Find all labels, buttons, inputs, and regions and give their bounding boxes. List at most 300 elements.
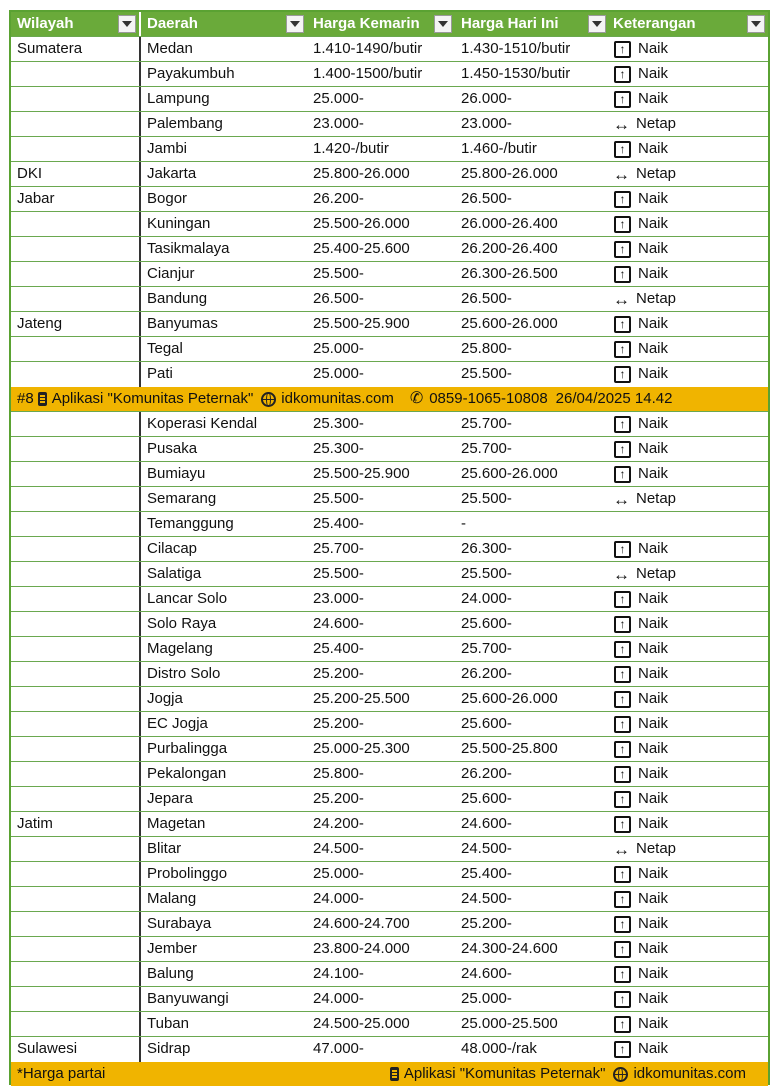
cell-keterangan[interactable]	[609, 812, 768, 836]
cell-daerah[interactable]: Surabaya	[147, 915, 212, 932]
table-row	[11, 537, 768, 562]
cell-harga-hari-ini[interactable]: 24.500-	[461, 840, 512, 857]
arrow-up-icon: ↑	[614, 266, 631, 283]
cell-harga-hari-ini[interactable]: 24.600-	[461, 815, 512, 832]
cell-harga-kemarin[interactable]: 25.200-25.500	[313, 690, 410, 707]
cell-harga-kemarin[interactable]: 25.300-	[313, 440, 364, 457]
cell-daerah[interactable]: Kuningan	[147, 215, 211, 232]
status-label: Naik	[638, 940, 669, 957]
cell-harga-hari-ini[interactable]: 26.000-26.400	[461, 215, 558, 232]
cell-wilayah[interactable]	[11, 737, 141, 761]
cell-harga-kemarin[interactable]: 25.500-	[313, 565, 364, 582]
table-footer	[11, 1062, 768, 1086]
cell-keterangan[interactable]	[609, 637, 768, 661]
cell-harga-hari-ini[interactable]: 25.200-	[461, 915, 512, 932]
table-row	[11, 1012, 768, 1037]
cell-harga-kemarin[interactable]: 23.000-	[313, 115, 364, 132]
footer-website[interactable]: idkomunitas.com	[633, 1065, 746, 1082]
arrow-left-right-icon: ↔	[613, 839, 630, 859]
cell-harga-kemarin[interactable]: 1.410-1490/butir	[313, 40, 423, 57]
cell-keterangan[interactable]	[609, 562, 768, 586]
table-row	[11, 862, 768, 887]
footer-note: *Harga partai	[17, 1065, 106, 1082]
cell-harga-kemarin[interactable]: 25.400-	[313, 515, 364, 532]
arrow-up-icon: ↑	[614, 766, 631, 783]
cell-daerah[interactable]: Pekalongan	[147, 765, 227, 782]
cell-harga-hari-ini[interactable]: 25.500-	[461, 365, 512, 382]
filter-dropdown-icon[interactable]	[434, 15, 452, 33]
cell-keterangan[interactable]	[609, 787, 768, 811]
status-label: Naik	[638, 65, 669, 82]
cell-harga-kemarin[interactable]: 25.400-25.600	[313, 240, 410, 257]
table-row	[11, 787, 768, 812]
cell-keterangan[interactable]	[609, 87, 768, 111]
status-label: Naik	[638, 865, 669, 882]
cell-keterangan[interactable]	[609, 887, 768, 911]
cell-harga-hari-ini[interactable]: 1.450-1530/butir	[461, 65, 571, 82]
cell-wilayah[interactable]: Sulawesi	[11, 1037, 141, 1062]
arrow-up-icon: ↑	[614, 991, 631, 1008]
cell-harga-hari-ini[interactable]: 26.500-	[461, 290, 512, 307]
cell-wilayah[interactable]	[11, 787, 141, 811]
cell-harga-hari-ini[interactable]: 26.200-	[461, 765, 512, 782]
cell-harga-hari-ini[interactable]: 25.600-26.000	[461, 315, 558, 332]
cell-wilayah[interactable]	[11, 612, 141, 636]
status-label: Naik	[638, 190, 669, 207]
cell-harga-kemarin[interactable]: 25.500-26.000	[313, 215, 410, 232]
cell-harga-hari-ini[interactable]: 25.500-25.800	[461, 740, 558, 757]
arrow-left-right-icon: ↔	[613, 489, 630, 509]
cell-harga-hari-ini[interactable]: 25.800-	[461, 340, 512, 357]
arrow-up-icon: ↑	[614, 66, 631, 83]
cell-harga-hari-ini[interactable]: 25.600-	[461, 715, 512, 732]
cell-keterangan[interactable]	[609, 437, 768, 461]
cell-harga-kemarin[interactable]: 25.200-	[313, 665, 364, 682]
cell-daerah[interactable]: Sidrap	[147, 1040, 191, 1057]
status-label: Netap	[636, 115, 677, 132]
banner-phone[interactable]: 0859-1065-10808	[429, 390, 548, 407]
cell-daerah[interactable]: Bogor	[147, 190, 188, 207]
cell-harga-kemarin[interactable]: 24.600-24.700	[313, 915, 410, 932]
arrow-left-right-icon: ↔	[613, 164, 630, 184]
cell-harga-kemarin[interactable]: 26.200-	[313, 190, 364, 207]
cell-daerah[interactable]: Tasikmalaya	[147, 240, 230, 257]
arrow-up-icon: ↑	[614, 741, 631, 758]
cell-daerah[interactable]: Tegal	[147, 340, 183, 357]
cell-keterangan[interactable]	[609, 912, 768, 936]
cell-harga-hari-ini[interactable]: 25.700-	[461, 440, 512, 457]
cell-harga-kemarin[interactable]: 24.600-	[313, 615, 364, 632]
table-header	[11, 12, 768, 37]
cell-wilayah[interactable]	[11, 212, 141, 236]
table-row	[11, 362, 768, 387]
arrow-up-icon: ↑	[614, 41, 631, 58]
cell-daerah[interactable]: Jember	[147, 940, 198, 957]
cell-keterangan[interactable]	[609, 237, 768, 261]
cell-wilayah[interactable]: Jateng	[11, 312, 141, 336]
cell-keterangan[interactable]	[609, 512, 768, 536]
status-label: Naik	[638, 1015, 669, 1032]
table-body-bottom	[11, 412, 768, 1062]
cell-daerah[interactable]: Magelang	[147, 640, 213, 657]
arrow-up-icon: ↑	[614, 466, 631, 483]
arrow-up-icon: ↑	[614, 341, 631, 358]
status-label: Naik	[638, 665, 669, 682]
cell-harga-hari-ini[interactable]: 25.600-26.000	[461, 690, 558, 707]
cell-wilayah[interactable]	[11, 712, 141, 736]
cell-harga-kemarin[interactable]: 25.700-	[313, 540, 364, 557]
cell-wilayah[interactable]	[11, 537, 141, 561]
cell-harga-kemarin[interactable]: 24.000-	[313, 990, 364, 1007]
cell-keterangan[interactable]	[609, 362, 768, 387]
cell-keterangan[interactable]	[609, 762, 768, 786]
status-label: Naik	[638, 990, 669, 1007]
cell-harga-kemarin[interactable]: 25.300-	[313, 415, 364, 432]
cell-harga-kemarin[interactable]: 25.200-	[313, 790, 364, 807]
status-label: Naik	[638, 540, 669, 557]
cell-harga-kemarin[interactable]: 25.500-	[313, 490, 364, 507]
cell-keterangan[interactable]	[609, 612, 768, 636]
cell-wilayah[interactable]	[11, 637, 141, 661]
table-row	[11, 637, 768, 662]
cell-harga-kemarin[interactable]: 25.800-26.000	[313, 165, 410, 182]
cell-wilayah[interactable]	[11, 487, 141, 511]
cell-daerah[interactable]: Bandung	[147, 290, 208, 307]
cell-harga-kemarin[interactable]: 25.400-	[313, 640, 364, 657]
cell-harga-hari-ini[interactable]: 1.460-/butir	[461, 140, 537, 157]
cell-keterangan[interactable]	[609, 312, 768, 336]
arrow-up-icon: ↑	[614, 191, 631, 208]
cell-harga-kemarin[interactable]: 24.000-	[313, 890, 364, 907]
table-row	[11, 987, 768, 1012]
arrow-up-icon: ↑	[614, 916, 631, 933]
cell-keterangan[interactable]	[609, 262, 768, 286]
status-label: Netap	[636, 165, 677, 182]
cell-harga-hari-ini[interactable]: 25.600-	[461, 615, 512, 632]
cell-harga-hari-ini[interactable]: 25.700-	[461, 640, 512, 657]
cell-keterangan[interactable]	[609, 487, 768, 511]
table-row	[11, 887, 768, 912]
status-label: Naik	[638, 790, 669, 807]
cell-harga-hari-ini[interactable]: 25.500-	[461, 565, 512, 582]
status-label: Naik	[638, 690, 669, 707]
cell-keterangan[interactable]	[609, 687, 768, 711]
cell-wilayah[interactable]: Jabar	[11, 187, 141, 211]
cell-wilayah[interactable]	[11, 587, 141, 611]
cell-daerah[interactable]: Salatiga	[147, 565, 202, 582]
cell-wilayah[interactable]	[11, 862, 141, 886]
cell-wilayah[interactable]	[11, 1012, 141, 1036]
status-label: Naik	[638, 915, 669, 932]
cell-harga-hari-ini[interactable]: 23.000-	[461, 115, 512, 132]
cell-keterangan[interactable]	[609, 412, 768, 436]
cell-wilayah[interactable]	[11, 462, 141, 486]
cell-wilayah[interactable]	[11, 762, 141, 786]
cell-daerah[interactable]: Jogja	[147, 690, 183, 707]
cell-daerah[interactable]: Tuban	[147, 1015, 189, 1032]
status-label: Netap	[636, 565, 677, 582]
col-header-daerah: Daerah	[141, 12, 307, 36]
cell-harga-kemarin[interactable]: 25.000-	[313, 340, 364, 357]
cell-harga-kemarin[interactable]: 24.500-25.000	[313, 1015, 410, 1032]
status-label: Naik	[638, 315, 669, 332]
cell-wilayah[interactable]	[11, 237, 141, 261]
cell-keterangan[interactable]	[609, 287, 768, 311]
cell-keterangan[interactable]	[609, 937, 768, 961]
cell-keterangan[interactable]	[609, 662, 768, 686]
cell-harga-kemarin[interactable]: 23.000-	[313, 590, 364, 607]
cell-wilayah[interactable]	[11, 137, 141, 161]
cell-harga-hari-ini[interactable]: 26.500-	[461, 190, 512, 207]
cell-wilayah[interactable]: Sumatera	[11, 37, 141, 61]
footer-app-text: Aplikasi "Komunitas Peternak"	[403, 1065, 606, 1082]
cell-keterangan[interactable]	[609, 462, 768, 486]
cell-wilayah[interactable]: DKI	[11, 162, 141, 186]
arrow-up-icon: ↑	[614, 441, 631, 458]
cell-keterangan[interactable]	[609, 737, 768, 761]
table-row	[11, 937, 768, 962]
cell-harga-hari-ini[interactable]: 26.300-26.500	[461, 265, 558, 282]
info-banner	[11, 387, 768, 412]
status-label: Naik	[638, 90, 669, 107]
status-label: Naik	[638, 415, 669, 432]
status-label: Naik	[638, 740, 669, 757]
status-label: Netap	[636, 840, 677, 857]
cell-harga-hari-ini[interactable]: 26.300-	[461, 540, 512, 557]
cell-daerah[interactable]: Pusaka	[147, 440, 198, 457]
cell-wilayah[interactable]	[11, 562, 141, 586]
cell-keterangan[interactable]	[609, 187, 768, 211]
status-label: Naik	[638, 640, 669, 657]
table-body-top	[11, 37, 768, 387]
cell-harga-kemarin[interactable]: 24.500-	[313, 840, 364, 857]
cell-keterangan[interactable]	[609, 987, 768, 1011]
banner-datetime: 26/04/2025 14.42	[555, 390, 673, 407]
cell-wilayah[interactable]	[11, 112, 141, 136]
cell-harga-kemarin[interactable]: 26.500-	[313, 290, 364, 307]
table-row	[11, 162, 768, 187]
table-row	[11, 287, 768, 312]
cell-harga-kemarin[interactable]: 24.100-	[313, 965, 364, 982]
cell-wilayah[interactable]	[11, 262, 141, 286]
cell-keterangan[interactable]	[609, 337, 768, 361]
filter-dropdown-icon[interactable]	[118, 15, 136, 33]
table-row	[11, 587, 768, 612]
cell-wilayah[interactable]	[11, 912, 141, 936]
table-row	[11, 687, 768, 712]
filter-dropdown-icon[interactable]	[747, 15, 765, 33]
cell-wilayah[interactable]	[11, 512, 141, 536]
cell-keterangan[interactable]	[609, 162, 768, 186]
cell-daerah[interactable]: Banyumas	[147, 315, 218, 332]
cell-keterangan[interactable]	[609, 1012, 768, 1036]
arrow-up-icon: ↑	[614, 216, 631, 233]
cell-harga-hari-ini[interactable]: 1.430-1510/butir	[461, 40, 571, 57]
table-row	[11, 437, 768, 462]
cell-daerah[interactable]: Magetan	[147, 815, 206, 832]
cell-harga-kemarin[interactable]: 25.000-25.300	[313, 740, 410, 757]
cell-harga-hari-ini[interactable]: 48.000-/rak	[461, 1040, 537, 1057]
cell-harga-kemarin[interactable]: 47.000-	[313, 1040, 364, 1057]
cell-daerah[interactable]: Banyuwangi	[147, 990, 229, 1007]
status-label: Naik	[638, 815, 669, 832]
cell-daerah[interactable]: Probolinggo	[147, 865, 228, 882]
cell-harga-kemarin[interactable]: 25.500-	[313, 265, 364, 282]
cell-keterangan[interactable]	[609, 862, 768, 886]
status-label: Naik	[638, 265, 669, 282]
cell-daerah[interactable]: Lancar Solo	[147, 590, 228, 607]
cell-wilayah[interactable]	[11, 62, 141, 86]
cell-daerah[interactable]: Jepara	[147, 790, 193, 807]
cell-daerah[interactable]: Koperasi Kendal	[147, 415, 258, 432]
cell-wilayah[interactable]	[11, 937, 141, 961]
cell-keterangan[interactable]	[609, 37, 768, 61]
cell-wilayah[interactable]	[11, 687, 141, 711]
cell-daerah[interactable]: Pati	[147, 365, 173, 382]
cell-harga-kemarin[interactable]: 1.400-1500/butir	[313, 65, 423, 82]
col-header-keterangan: Keterangan	[609, 12, 768, 36]
cell-harga-kemarin[interactable]: 25.000-	[313, 365, 364, 382]
cell-harga-kemarin[interactable]: 23.800-24.000	[313, 940, 410, 957]
cell-daerah[interactable]: Semarang	[147, 490, 217, 507]
cell-keterangan[interactable]	[609, 212, 768, 236]
cell-keterangan[interactable]	[609, 1037, 768, 1062]
cell-daerah[interactable]: Medan	[147, 40, 193, 57]
table-row	[11, 812, 768, 837]
cell-daerah[interactable]: Palembang	[147, 115, 223, 132]
cell-harga-hari-ini[interactable]: 25.600-	[461, 790, 512, 807]
cell-harga-kemarin[interactable]: 25.500-25.900	[313, 315, 410, 332]
cell-keterangan[interactable]	[609, 112, 768, 136]
cell-daerah[interactable]: Cianjur	[147, 265, 195, 282]
cell-daerah[interactable]: Blitar	[147, 840, 182, 857]
cell-harga-hari-ini[interactable]: 26.200-26.400	[461, 240, 558, 257]
cell-harga-hari-ini[interactable]: 25.800-26.000	[461, 165, 558, 182]
col-header-hari-ini: Harga Hari Ini	[455, 12, 609, 36]
status-label: Naik	[638, 590, 669, 607]
col-header-kemarin: Harga Kemarin	[307, 12, 455, 36]
cell-harga-kemarin[interactable]: 24.200-	[313, 815, 364, 832]
arrow-up-icon: ↑	[614, 791, 631, 808]
filter-dropdown-icon[interactable]	[286, 15, 304, 33]
cell-wilayah[interactable]	[11, 337, 141, 361]
cell-keterangan[interactable]	[609, 837, 768, 861]
cell-daerah[interactable]: Temanggung	[147, 515, 234, 532]
cell-harga-hari-ini[interactable]: 25.500-	[461, 490, 512, 507]
arrow-up-icon: ↑	[614, 966, 631, 983]
cell-wilayah[interactable]	[11, 887, 141, 911]
cell-wilayah[interactable]	[11, 962, 141, 986]
cell-wilayah[interactable]	[11, 437, 141, 461]
cell-keterangan[interactable]	[609, 712, 768, 736]
arrow-left-right-icon: ↔	[613, 564, 630, 584]
cell-daerah[interactable]: Payakumbuh	[147, 65, 235, 82]
status-label: Naik	[638, 615, 669, 632]
cell-keterangan[interactable]	[609, 62, 768, 86]
cell-daerah[interactable]: Lampung	[147, 90, 210, 107]
cell-harga-hari-ini[interactable]: 26.000-	[461, 90, 512, 107]
cell-keterangan[interactable]	[609, 137, 768, 161]
filter-dropdown-icon[interactable]	[588, 15, 606, 33]
cell-wilayah[interactable]: Jatim	[11, 812, 141, 836]
cell-daerah[interactable]: Distro Solo	[147, 665, 221, 682]
table-row	[11, 462, 768, 487]
table-row	[11, 37, 768, 62]
arrow-up-icon: ↑	[614, 691, 631, 708]
cell-harga-hari-ini[interactable]: 26.200-	[461, 665, 512, 682]
status-label: Naik	[638, 140, 669, 157]
cell-harga-hari-ini[interactable]: 25.000-	[461, 990, 512, 1007]
cell-keterangan[interactable]	[609, 962, 768, 986]
table-row	[11, 237, 768, 262]
cell-wilayah[interactable]	[11, 837, 141, 861]
cell-harga-hari-ini[interactable]: 24.000-	[461, 590, 512, 607]
cell-harga-kemarin[interactable]: 25.000-	[313, 865, 364, 882]
cell-daerah[interactable]: Jambi	[147, 140, 188, 157]
cell-harga-hari-ini[interactable]: 25.000-25.500	[461, 1015, 558, 1032]
globe-icon	[261, 392, 276, 407]
cell-wilayah[interactable]	[11, 362, 141, 387]
arrow-up-icon: ↑	[614, 366, 631, 383]
cell-harga-kemarin[interactable]: 25.800-	[313, 765, 364, 782]
status-label: Naik	[638, 1040, 669, 1057]
cell-harga-kemarin[interactable]: 25.500-25.900	[313, 465, 410, 482]
cell-daerah[interactable]: Purbalingga	[147, 740, 228, 757]
table-row	[11, 262, 768, 287]
arrow-up-icon: ↑	[614, 541, 631, 558]
cell-wilayah[interactable]	[11, 987, 141, 1011]
status-label: Naik	[638, 965, 669, 982]
cell-harga-hari-ini[interactable]: 25.600-26.000	[461, 465, 558, 482]
cell-harga-hari-ini[interactable]: 24.300-24.600	[461, 940, 558, 957]
cell-keterangan[interactable]	[609, 587, 768, 611]
cell-daerah[interactable]: Cilacap	[147, 540, 198, 557]
cell-wilayah[interactable]	[11, 412, 141, 436]
arrow-left-right-icon: ↔	[613, 114, 630, 134]
cell-harga-hari-ini[interactable]: 24.600-	[461, 965, 512, 982]
table-row	[11, 962, 768, 987]
cell-keterangan[interactable]	[609, 537, 768, 561]
cell-harga-kemarin[interactable]: 1.420-/butir	[313, 140, 389, 157]
table-row	[11, 737, 768, 762]
cell-wilayah[interactable]	[11, 662, 141, 686]
cell-daerah[interactable]: EC Jogja	[147, 715, 208, 732]
cell-wilayah[interactable]	[11, 287, 141, 311]
cell-harga-hari-ini[interactable]: 25.700-	[461, 415, 512, 432]
cell-daerah[interactable]: Solo Raya	[147, 615, 217, 632]
cell-harga-kemarin[interactable]: 25.000-	[313, 90, 364, 107]
cell-daerah[interactable]: Jakarta	[147, 165, 197, 182]
cell-harga-kemarin[interactable]: 25.200-	[313, 715, 364, 732]
banner-website[interactable]: idkomunitas.com	[281, 390, 394, 407]
cell-harga-hari-ini[interactable]: 25.400-	[461, 865, 512, 882]
cell-daerah[interactable]: Balung	[147, 965, 194, 982]
cell-harga-hari-ini[interactable]: -	[461, 515, 466, 532]
table-row	[11, 762, 768, 787]
globe-icon	[613, 1067, 628, 1082]
col-header-wilayah: Wilayah	[11, 12, 141, 36]
cell-wilayah[interactable]	[11, 87, 141, 111]
table-row	[11, 1037, 768, 1062]
cell-daerah[interactable]: Bumiayu	[147, 465, 206, 482]
table-row	[11, 137, 768, 162]
table-row	[11, 87, 768, 112]
cell-harga-hari-ini[interactable]: 24.500-	[461, 890, 512, 907]
cell-daerah[interactable]: Malang	[147, 890, 197, 907]
table-row	[11, 662, 768, 687]
mobile-app-icon	[390, 1067, 399, 1081]
table-row	[11, 337, 768, 362]
